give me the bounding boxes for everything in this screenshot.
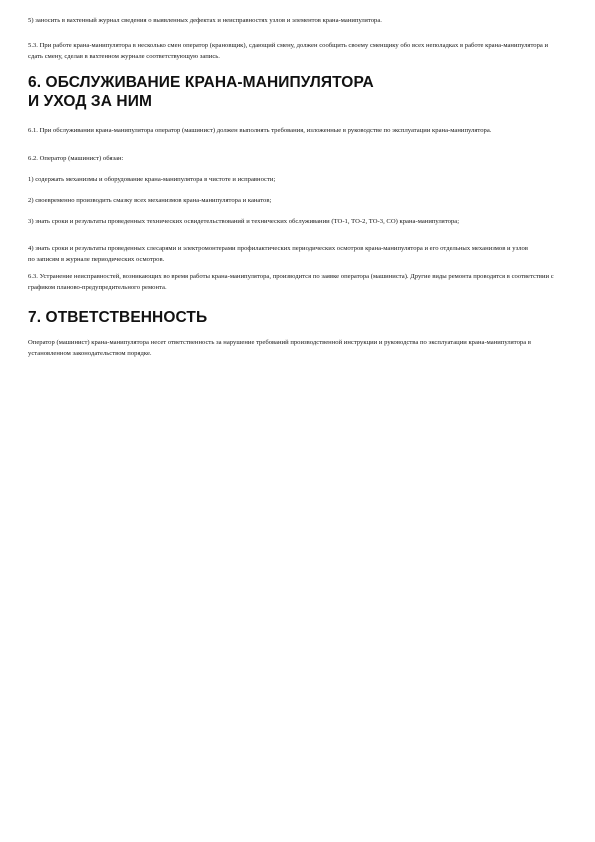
paragraph-6-2: 6.2. Оператор (машинист) обязан: bbox=[28, 155, 124, 162]
paragraph-6-3: 6.3. Устранение неисправностей, возникающих во время работы крана-манипулятора, производится по заявке оператора (машиниста). Другие виды ремонта проводятся в соответствии с графиком планово-предупредительного ремонта. bbox=[28, 273, 554, 291]
section-6-heading bbox=[28, 73, 568, 111]
section-7-heading: 7. ОТВЕТСТВЕННОСТЬ bbox=[28, 309, 208, 326]
list-item-4: 4) знать сроки и результаты проведенных слесарями и электромонтерами профилактических периодических осмотров крана-манипулятора и его отдельных механизмов и узлов по записям в журнале периодических осмотров. bbox=[28, 245, 528, 263]
paragraph-7: Оператор (машинист) крана-манипулятора несет ответственность за нарушение требований производственной инструкции и руководства по эксплуатации крана-манипулятора в установленном законодательством порядке. bbox=[28, 339, 531, 357]
paragraph-6-1: 6.1. При обслуживании крана-манипулятора оператор (машинист) должен выполнять требования, изложенные в руководстве по эксплуатации крана-манипулятора. bbox=[28, 127, 492, 134]
paragraph-5-3: 5.3. При работе крана-манипулятора в несколько смен оператор (крановщик), сдающий смену, должен сообщить своему сменщику обо всех неполадках в работе крана-манипулятора и сдать смену, сделав в вахтенном журнале соответствующую запись. bbox=[28, 42, 549, 60]
section-6-heading-line-1: 6. ОБСЛУЖИВАНИЕ КРАНА-МАНИПУЛЯТОРА bbox=[28, 74, 374, 91]
list-item-3: 3) знать сроки и результаты проведенных технических освидетельствований и технических обслуживании (ТО-1, ТО-2, ТО-3, СО) крана-манипулятора; bbox=[28, 218, 460, 225]
list-item-2: 2) своевременно производить смазку всех механизмов крана-манипулятора и канатов; bbox=[28, 197, 272, 204]
list-item-1: 1) содержать механизмы и оборудование крана-манипулятора в чистоте и исправности; bbox=[28, 176, 276, 183]
section-6-heading-line-2: И УХОД ЗА НИМ bbox=[28, 93, 152, 110]
item-5-text: 5) заносить в вахтенный журнал сведения о выявленных дефектах и неисправностях узлов и элементов крана-манипулятора. bbox=[28, 17, 382, 24]
